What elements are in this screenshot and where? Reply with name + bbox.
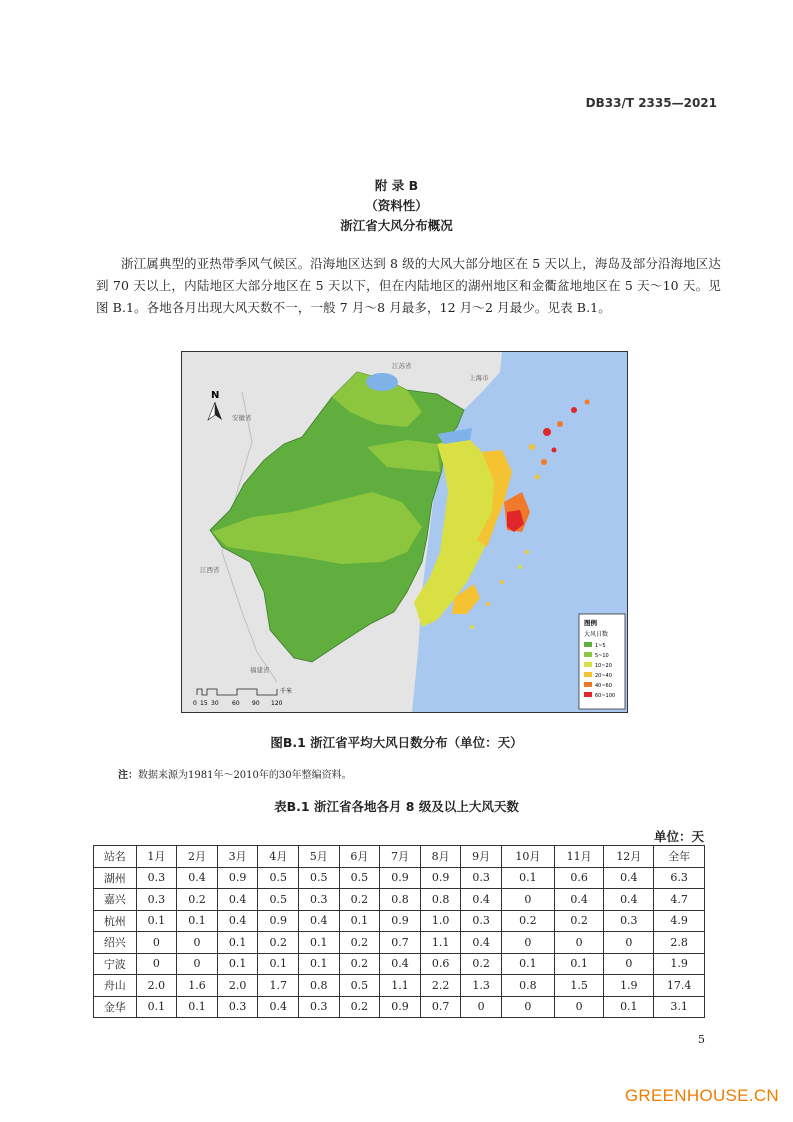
table-cell: 0.1 — [339, 910, 380, 932]
scale-tick-0: 0 — [193, 700, 197, 707]
table-cell: 0 — [136, 932, 177, 954]
header-cell: 7月 — [380, 846, 421, 868]
table-cell: 0.9 — [258, 910, 299, 932]
table-cell: 0.8 — [380, 889, 421, 911]
table-cell: 0 — [177, 932, 218, 954]
table-cell: 0 — [554, 996, 604, 1018]
table-cell: 0.4 — [461, 889, 502, 911]
table-cell: 0.1 — [136, 910, 177, 932]
table-row — [94, 996, 705, 1018]
header-cell: 11月 — [554, 846, 604, 868]
table-cell: 0 — [554, 932, 604, 954]
scale-tick-120: 120 — [271, 700, 283, 707]
appendix-type: （资料性） — [365, 198, 428, 213]
table-cell: 0.3 — [604, 910, 654, 932]
table-cell: 0.1 — [501, 953, 554, 975]
table-cell: 1.9 — [604, 975, 654, 997]
table-cell: 0 — [177, 953, 218, 975]
station-name-cell: 杭州 — [94, 910, 137, 932]
legend-label-3: 10~20 — [595, 663, 612, 669]
table-cell: 0.2 — [461, 953, 502, 975]
header-cell: 10月 — [501, 846, 554, 868]
legend-swatch-6 — [584, 692, 592, 697]
table-cell: 0.4 — [299, 910, 340, 932]
table-cell: 4.9 — [654, 910, 705, 932]
table-cell: 0.9 — [380, 996, 421, 1018]
legend-subtitle: 大风日数 — [584, 631, 609, 638]
table-cell: 0.9 — [420, 867, 461, 889]
station-name-cell: 绍兴 — [94, 932, 137, 954]
table-body — [94, 867, 705, 1018]
label-fujian: 福建省 — [250, 666, 270, 674]
table-row — [94, 953, 705, 975]
table-cell: 0.4 — [258, 996, 299, 1018]
table-cell: 2.8 — [654, 932, 705, 954]
table-cell: 1.1 — [420, 932, 461, 954]
table-cell: 0.6 — [554, 867, 604, 889]
table-cell: 0.1 — [604, 996, 654, 1018]
scale-unit: 千米 — [280, 688, 293, 695]
watermark: GREENHOUSE.CN — [624, 1086, 779, 1105]
table-cell: 0.8 — [299, 975, 340, 997]
table-cell: 3.1 — [654, 996, 705, 1018]
table-cell: 6.3 — [654, 867, 705, 889]
north-label: N — [211, 390, 220, 401]
table-cell: 0.2 — [339, 996, 380, 1018]
table-cell: 0.4 — [217, 889, 258, 911]
station-name-cell: 舟山 — [94, 975, 137, 997]
table-cell: 1.7 — [258, 975, 299, 997]
table-cell: 0.1 — [217, 932, 258, 954]
legend-title: 图例 — [584, 619, 597, 627]
table-cell: 0.1 — [299, 932, 340, 954]
legend-swatch-1 — [584, 642, 592, 647]
appendix-title: 浙江省大风分布概况 — [340, 218, 453, 233]
table-cell: 0.5 — [258, 867, 299, 889]
table-cell: 0.4 — [177, 867, 218, 889]
table-row — [94, 889, 705, 911]
table-cell: 0.2 — [177, 889, 218, 911]
table-cell: 0.5 — [299, 867, 340, 889]
table-cell: 0.9 — [380, 867, 421, 889]
table-unit: 单位：天 — [653, 829, 704, 844]
table-cell: 0.3 — [299, 889, 340, 911]
scale-tick-15: 15 — [200, 700, 208, 707]
table-cell: 0.3 — [136, 867, 177, 889]
figure-note — [118, 766, 352, 781]
table-cell: 1.5 — [554, 975, 604, 997]
table-cell: 0 — [501, 889, 554, 911]
table-cell: 0 — [136, 953, 177, 975]
table-cell: 0.4 — [217, 910, 258, 932]
table-cell: 0.1 — [299, 953, 340, 975]
header-cell: 2月 — [177, 846, 218, 868]
header-cell: 站名 — [94, 846, 137, 868]
table-cell: 1.0 — [420, 910, 461, 932]
table-cell: 0.4 — [554, 889, 604, 911]
station-name-cell: 金华 — [94, 996, 137, 1018]
station-name-cell: 嘉兴 — [94, 889, 137, 911]
table-cell: 0.4 — [604, 867, 654, 889]
wind-distribution-map — [181, 351, 628, 713]
table-cell: 0.2 — [501, 910, 554, 932]
legend-swatch-4 — [584, 672, 592, 677]
table-cell: 0.3 — [217, 996, 258, 1018]
table-cell: 0.1 — [136, 996, 177, 1018]
scale-tick-90: 90 — [252, 700, 260, 707]
legend-label-2: 5~10 — [595, 653, 609, 659]
table-cell: 0.5 — [258, 889, 299, 911]
legend-swatch-5 — [584, 682, 592, 687]
table-cell: 0.3 — [136, 889, 177, 911]
table-cell: 2.0 — [217, 975, 258, 997]
table-cell: 0.3 — [299, 996, 340, 1018]
table-row — [94, 867, 705, 889]
legend-swatch-2 — [584, 652, 592, 657]
table-cell: 0.5 — [339, 867, 380, 889]
label-anhui: 安徽省 — [232, 414, 252, 422]
header-cell: 9月 — [461, 846, 502, 868]
table-row — [94, 975, 705, 997]
scale-tick-30: 30 — [211, 700, 219, 707]
legend-label-4: 20~40 — [595, 673, 612, 679]
station-name-cell: 湖州 — [94, 867, 137, 889]
header-cell: 4月 — [258, 846, 299, 868]
table-cell: 0.1 — [177, 996, 218, 1018]
table-cell: 0.6 — [420, 953, 461, 975]
table-cell: 0 — [604, 932, 654, 954]
appendix-label: 附 录 B — [374, 178, 419, 193]
table-cell: 0.4 — [461, 932, 502, 954]
body-paragraph: 浙江属典型的亚热带季风气候区。沿海地区达到 8 级的大风大部分地区在 5 天以上，海岛及部分沿海地区达到 70 天以上，内陆地区大部分地区在 5 天以下，但在内陆地区的湖州地区和金衢盆地地区在 5 天～10 天。见图 B.1。各地各月出现大风天数不一，一般 7 月～8 月最多，12 月～2 月最少。见表 B.1。 — [96, 256, 721, 316]
figure-caption: 图B.1 浙江省平均大风日数分布（单位：天） — [270, 735, 523, 750]
label-shanghai: 上海市 — [469, 374, 489, 382]
table-cell: 0.1 — [217, 953, 258, 975]
table-cell: 17.4 — [654, 975, 705, 997]
legend-label-1: 1~5 — [595, 643, 606, 649]
map-legend — [579, 614, 625, 709]
table-cell: 0.7 — [420, 996, 461, 1018]
table-cell: 0.5 — [339, 975, 380, 997]
table-row — [94, 932, 705, 954]
legend-swatch-3 — [584, 662, 592, 667]
table-cell: 0.2 — [554, 910, 604, 932]
legend-label-5: 40~60 — [595, 683, 612, 689]
header-cell: 3月 — [217, 846, 258, 868]
header-cell: 6月 — [339, 846, 380, 868]
legend-label-6: 60~100 — [595, 693, 616, 699]
standard-code: DB33/T 2335—2021 — [585, 96, 717, 110]
table-cell: 0.1 — [501, 867, 554, 889]
table-cell: 0.8 — [420, 889, 461, 911]
table-cell: 0.2 — [339, 932, 380, 954]
table-header-row — [94, 846, 705, 868]
table-cell: 0.4 — [604, 889, 654, 911]
table-cell: 1.1 — [380, 975, 421, 997]
table-cell: 0 — [461, 996, 502, 1018]
station-name-cell: 宁波 — [94, 953, 137, 975]
header-cell: 全年 — [654, 846, 705, 868]
header-cell: 5月 — [299, 846, 340, 868]
table-cell: 1.3 — [461, 975, 502, 997]
table-cell: 0.9 — [380, 910, 421, 932]
table-cell: 0.3 — [461, 867, 502, 889]
label-jiangxi: 江西省 — [200, 566, 220, 574]
table-cell: 2.0 — [136, 975, 177, 997]
table-row — [94, 910, 705, 932]
page-number: 5 — [698, 1033, 705, 1046]
wind-days-table — [93, 845, 705, 1018]
table-cell: 0 — [501, 932, 554, 954]
table-cell: 0.7 — [380, 932, 421, 954]
note-text: 数据来源为1981年～2010年的30年整编资料。 — [138, 770, 352, 781]
scale-tick-60: 60 — [232, 700, 240, 707]
table-title: 表B.1 浙江省各地各月 8 级及以上大风天数 — [274, 799, 519, 814]
table-cell: 0.1 — [258, 953, 299, 975]
table-cell: 0.1 — [554, 953, 604, 975]
header-cell: 12月 — [604, 846, 654, 868]
table-cell: 0.3 — [461, 910, 502, 932]
table-cell: 0.9 — [217, 867, 258, 889]
table-cell: 0 — [604, 953, 654, 975]
table-cell: 4.7 — [654, 889, 705, 911]
table-cell: 2.2 — [420, 975, 461, 997]
table-cell: 1.9 — [654, 953, 705, 975]
table-cell: 1.6 — [177, 975, 218, 997]
table-cell: 0 — [501, 996, 554, 1018]
table-cell: 0.8 — [501, 975, 554, 997]
table-cell: 0.2 — [339, 889, 380, 911]
table-cell: 0.2 — [339, 953, 380, 975]
taihu-lake — [366, 373, 398, 391]
table-cell: 0.2 — [258, 932, 299, 954]
label-jiangsu: 江苏省 — [392, 362, 412, 370]
table-cell: 0.1 — [177, 910, 218, 932]
header-cell: 8月 — [420, 846, 461, 868]
note-label: 注： — [118, 770, 138, 781]
table-cell: 0.4 — [380, 953, 421, 975]
header-cell: 1月 — [136, 846, 177, 868]
